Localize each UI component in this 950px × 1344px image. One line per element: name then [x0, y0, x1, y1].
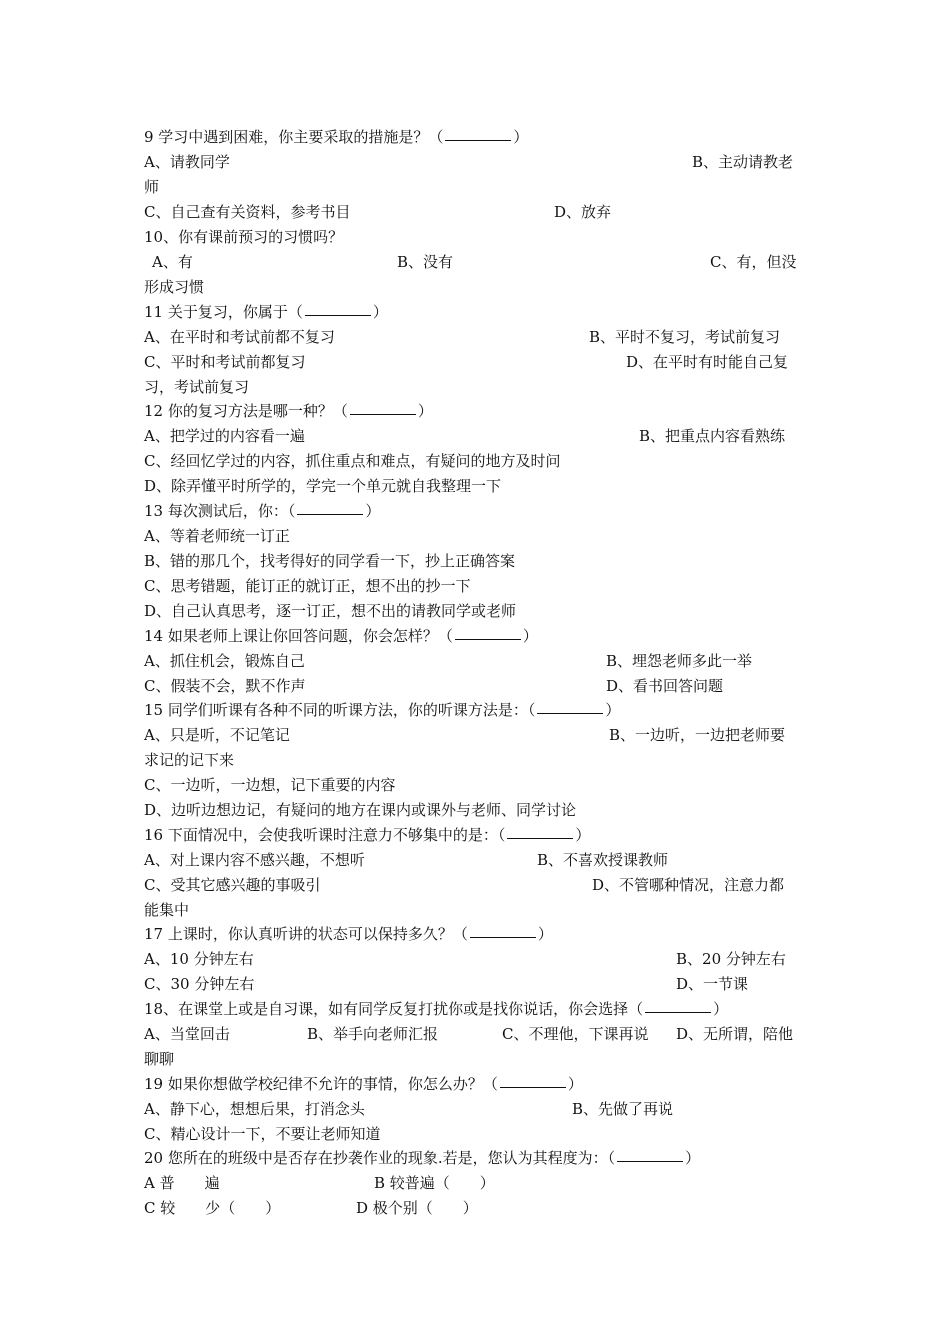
question-stem: 19 如果你想做学校纪律不允许的事情，你怎么办？（	[144, 1075, 498, 1093]
option-a[interactable]: A、10 分钟左右	[144, 950, 254, 968]
option-b[interactable]: B、埋怨老师多此一举	[606, 652, 753, 670]
option-c[interactable]: C、思考错题，能订正的就订正，想不出的抄一下	[144, 577, 471, 595]
option-row	[144, 449, 810, 473]
option-row	[144, 1196, 810, 1220]
question-stem: 10、你有课前预习的习惯吗？	[144, 228, 344, 246]
question-12: 12 你的复习方法是哪一种？（ ）	[144, 399, 810, 423]
question-stem: 12 你的复习方法是哪一种？（	[144, 402, 348, 420]
option-c[interactable]: C、30 分钟左右	[144, 975, 255, 993]
option-row	[144, 1097, 810, 1121]
option-row	[144, 723, 810, 747]
question-stem: 18、在课堂上或是自习课，如有同学反复打扰你或是找你说话，你会选择（	[144, 1000, 644, 1018]
option-b[interactable]: B、先做了再说	[572, 1100, 674, 1118]
option-a[interactable]: A 普 遍	[144, 1174, 220, 1192]
answer-blank[interactable]	[617, 1146, 683, 1162]
option-row	[144, 325, 810, 349]
option-row	[144, 474, 810, 498]
option-row	[144, 674, 810, 698]
option-row	[144, 524, 810, 548]
question-stem: 16 下面情况中，会使我听课时注意力不够集中的是：（	[144, 826, 506, 844]
option-row	[144, 972, 810, 996]
answer-blank[interactable]	[507, 823, 573, 839]
question-11: 11 关于复习，你属于（ ）	[144, 300, 810, 324]
option-row	[144, 350, 810, 374]
option-c[interactable]: C、有，但没	[710, 253, 797, 271]
question-9: 9 学习中遇到困难，你主要采取的措施是？（ ）	[144, 125, 810, 149]
option-b[interactable]: B、一边听，一边把老师要	[609, 726, 786, 744]
option-row	[144, 599, 810, 623]
option-wrap: 能集中	[144, 901, 190, 919]
option-b[interactable]: B 较普遍（ ）	[374, 1174, 495, 1192]
option-b[interactable]: B、举手向老师汇报	[307, 1025, 439, 1043]
option-c[interactable]: C、一边听，一边想，记下重要的内容	[144, 776, 396, 794]
answer-blank[interactable]	[470, 922, 536, 938]
option-b[interactable]: B、把重点内容看熟练	[639, 427, 786, 445]
question-19: 19 如果你想做学校纪律不允许的事情，你怎么办？（ ）	[144, 1072, 810, 1096]
question-stem: 17 上课时，你认真听讲的状态可以保持多久？（	[144, 925, 468, 943]
option-row	[144, 549, 810, 573]
option-d[interactable]: D 极个别（ ）	[356, 1199, 478, 1217]
option-d[interactable]: D、不管哪种情况，注意力都	[592, 876, 785, 894]
question-16: 16 下面情况中，会使我听课时注意力不够集中的是：（ ）	[144, 823, 810, 847]
question-18: 18、在课堂上或是自习课，如有同学反复打扰你或是找你说话，你会选择（ ）	[144, 997, 810, 1021]
option-a[interactable]: A、对上课内容不感兴趣，不想听	[144, 851, 365, 869]
question-10	[144, 225, 810, 249]
option-c[interactable]: C、假装不会，默不作声	[144, 677, 306, 695]
option-c[interactable]: C 较 少（ ）	[144, 1199, 281, 1217]
option-row	[144, 873, 810, 897]
option-a[interactable]: A、有	[152, 253, 193, 271]
option-wrap: 求记的记下来	[144, 751, 235, 769]
option-wrap: 聊聊	[144, 1050, 175, 1068]
option-row	[144, 250, 810, 274]
question-stem: 13 每次测试后，你：（	[144, 502, 296, 520]
option-row	[144, 848, 810, 872]
question-14: 14 如果老师上课让你回答问题，你会怎样？（ ）	[144, 624, 810, 648]
option-b[interactable]: B、不喜欢授课教师	[537, 851, 669, 869]
option-c[interactable]: C、平时和考试前都复习	[144, 353, 306, 371]
answer-blank[interactable]	[305, 300, 371, 316]
option-a[interactable]: A、等着老师统一订正	[144, 527, 290, 545]
option-a[interactable]: A、在平时和考试前都不复习	[144, 328, 335, 346]
option-d[interactable]: D、放弃	[554, 203, 612, 221]
option-b[interactable]: B、错的那几个，找考得好的同学看一下，抄上正确答案	[144, 552, 516, 570]
question-15: 15 同学们听课有各种不同的听课方法，你的听课方法是：（ ）	[144, 698, 810, 722]
question-stem: 14 如果老师上课让你回答问题，你会怎样？（	[144, 627, 453, 645]
question-stem: 15 同学们听课有各种不同的听课方法，你的听课方法是：（	[144, 701, 536, 719]
question-stem: 20 您所在的班级中是否存在抄袭作业的现象.若是，您认为其程度为：（	[144, 1149, 616, 1167]
option-a[interactable]: A、当堂回击	[144, 1025, 230, 1043]
option-c[interactable]: C、不理他，下课再说	[502, 1025, 649, 1043]
question-20: 20 您所在的班级中是否存在抄袭作业的现象.若是，您认为其程度为：（ ）	[144, 1146, 810, 1170]
option-row	[144, 798, 810, 822]
answer-blank[interactable]	[537, 698, 603, 714]
option-row	[144, 649, 810, 673]
option-wrap: 师	[144, 178, 160, 196]
option-row	[144, 574, 810, 598]
option-row	[144, 947, 810, 971]
answer-blank[interactable]	[445, 125, 511, 141]
option-b[interactable]: B、平时不复习，考试前复习	[589, 328, 781, 346]
option-row	[144, 150, 810, 174]
question-stem: 9 学习中遇到困难，你主要采取的措施是？（	[144, 128, 444, 146]
option-wrap: 习，考试前复习	[144, 378, 250, 396]
option-b[interactable]: B、20 分钟左右	[676, 950, 786, 968]
option-d[interactable]: D、除弄懂平时所学的，学完一个单元就自我整理一下	[144, 477, 502, 495]
answer-blank[interactable]	[297, 499, 363, 515]
option-c[interactable]: C、受其它感兴趣的事吸引	[144, 876, 321, 894]
answer-blank[interactable]	[455, 624, 521, 640]
option-c[interactable]: C、精心设计一下，不要让老师知道	[144, 1125, 381, 1143]
option-c[interactable]: C、自己查有关资料，参考书目	[144, 203, 351, 221]
option-a[interactable]: A、只是听，不记笔记	[144, 726, 290, 744]
option-d[interactable]: D、在平时有时能自己复	[626, 353, 789, 371]
option-a[interactable]: A、请教同学	[144, 153, 230, 171]
option-wrap: 形成习惯	[144, 278, 205, 296]
option-a[interactable]: A、抓住机会，锻炼自己	[144, 652, 305, 670]
option-row	[144, 1171, 810, 1195]
option-d[interactable]: D、无所谓，陪他	[676, 1025, 794, 1043]
option-row	[144, 424, 810, 448]
option-row	[144, 773, 810, 797]
option-d[interactable]: D、一节课	[676, 975, 749, 993]
option-b[interactable]: B、主动请教老	[692, 153, 794, 171]
option-d[interactable]: D、看书回答问题	[606, 677, 724, 695]
option-c[interactable]: C、经回忆学过的内容，抓住重点和难点，有疑问的地方及时问	[144, 452, 561, 470]
option-b[interactable]: B、没有	[397, 253, 454, 271]
option-row	[144, 1022, 810, 1046]
option-d[interactable]: D、边听边想边记，有疑问的地方在课内或课外与老师、同学讨论	[144, 801, 577, 819]
option-d[interactable]: D、自己认真思考，逐一订正，想不出的请教同学或老师	[144, 602, 517, 620]
answer-blank[interactable]	[645, 997, 711, 1013]
question-17: 17 上课时，你认真听讲的状态可以保持多久？（ ）	[144, 922, 810, 946]
option-a[interactable]: A、把学过的内容看一遍	[144, 427, 305, 445]
option-row	[144, 1122, 810, 1146]
question-stem: 11 关于复习，你属于（	[144, 303, 303, 321]
question-13: 13 每次测试后，你：（ ）	[144, 499, 810, 523]
option-row	[144, 200, 810, 224]
option-a[interactable]: A、静下心，想想后果，打消念头	[144, 1100, 365, 1118]
answer-blank[interactable]	[350, 399, 416, 415]
answer-blank[interactable]	[500, 1072, 566, 1088]
